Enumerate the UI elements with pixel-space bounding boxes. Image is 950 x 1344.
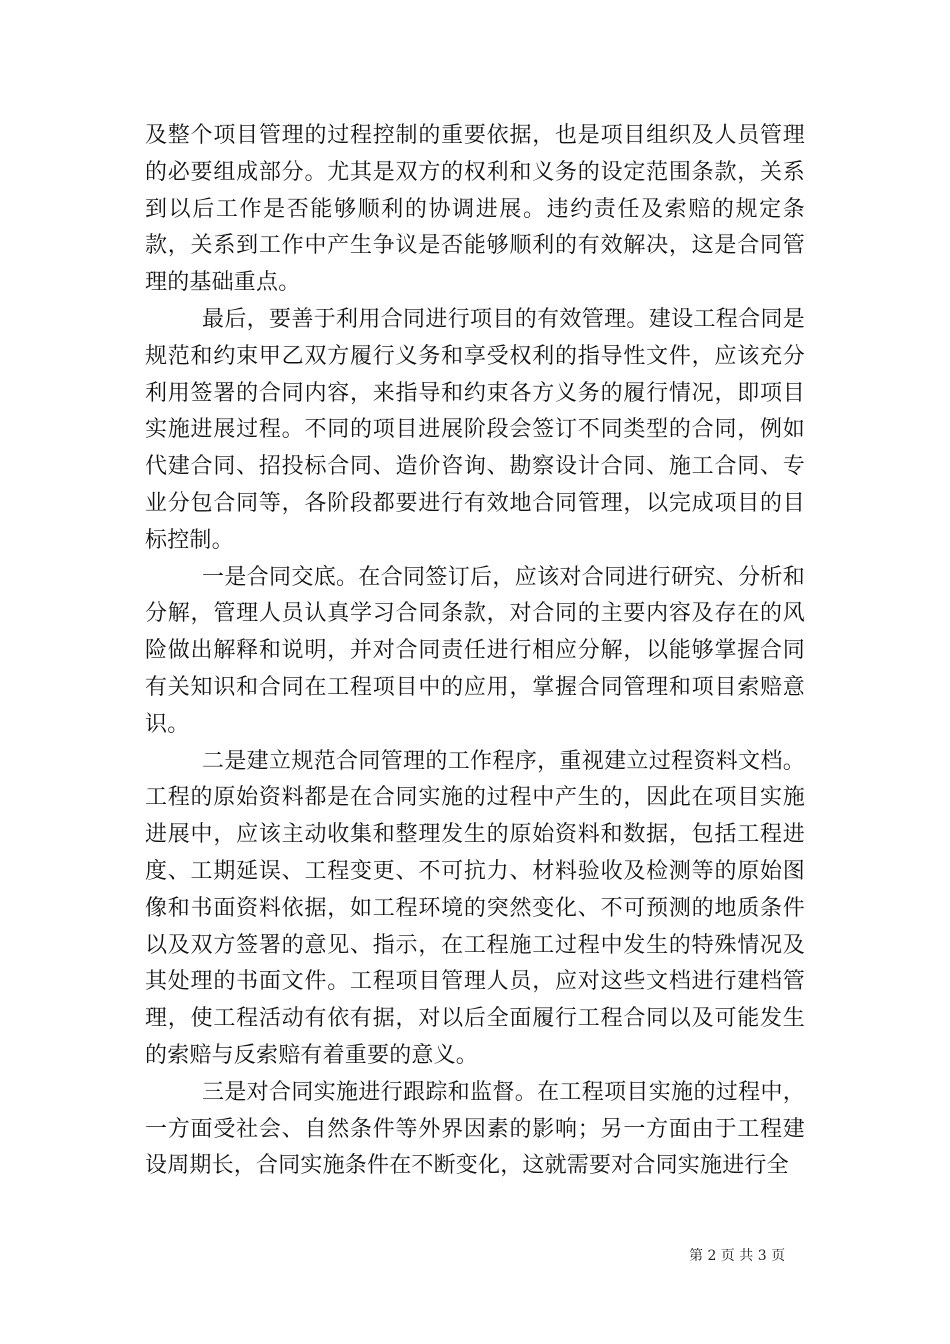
paragraph-1: 及整个项目管理的过程控制的重要依据，也是项目组织及人员管理的必要组成部分。尤其是双方的权利和义务的设定范围条款，关系到以后工作是否能够顺利的协调进展。违约责任及索赔的规定条款，关系到工作中产生争议是否能够顺利的有效解决，这是合同管理的基础重点。: [145, 123, 805, 296]
paragraph-5: 三是对合同实施进行跟踪和监督。在工程项目实施的过程中，一方面受社会、自然条件等外界因素的影响；另一方面由于工程建设周期长，合同实施条件在不断变化，这就需要对合同实施进行全: [145, 1079, 805, 1179]
page-number-footer: 第 2 页 共 3 页: [689, 1248, 786, 1264]
document-body: [145, 118, 805, 1185]
paragraph-3: 一是合同交底。在合同签订后，应该对合同进行研究、分析和分解，管理人员认真学习合同条款，对合同的主要内容及存在的风险做出解释和说明，并对合同责任进行相应分解，以能够掌握合同有关知识和合同在工程项目中的应用，掌握合同管理和项目索赔意识。: [145, 564, 805, 737]
paragraph-2: 最后，要善于利用合同进行项目的有效管理。建设工程合同是规范和约束甲乙双方履行义务和享受权利的指导性文件，应该充分利用签署的合同内容，来指导和约束各方义务的履行情况，即项目实施进展过程。不同的项目进展阶段会签订不同类型的合同，例如代建合同、招投标合同、造价咨询、勘察设计合同、施工合同、专业分包合同等，各阶段都要进行有效地合同管理，以完成项目的目标控制。: [145, 306, 805, 553]
paragraph-4: 二是建立规范合同管理的工作程序，重视建立过程资料文档。工程的原始资料都是在合同实施的过程中产生的，因此在项目实施进展中，应该主动收集和整理发生的原始资料和数据，包括工程进度、工期延误、工程变更、不可抗力、材料验收及检测等的原始图像和书面资料依据，如工程环境的突然变化、不可预测的地质条件以及双方签署的意见、指示，在工程施工过程中发生的特殊情况及其处理的书面文件。工程项目管理人员，应对这些文档进行建档管理，使工程活动有依有据，对以后全面履行工程合同以及可能发生的索赔与反索赔有着重要的意义。: [145, 748, 805, 1068]
